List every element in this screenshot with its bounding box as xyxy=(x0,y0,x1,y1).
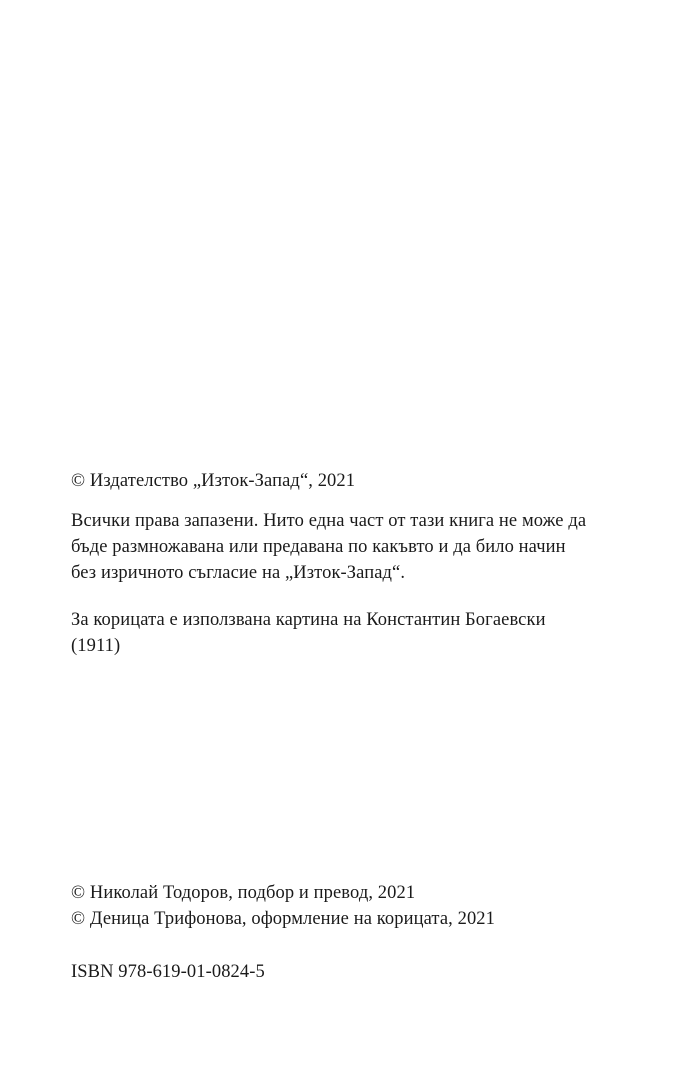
publisher-copyright-line: © Издателство „Изток-Запад“, 2021 xyxy=(71,471,356,491)
translator-credit: © Николай Тодоров, подбор и превод, 2021 xyxy=(71,883,416,903)
rights-line: без изричното съгласие на „Изток-Запад“. xyxy=(71,563,406,583)
rights-reserved-notice xyxy=(71,508,671,586)
contributor-credits xyxy=(71,880,671,932)
isbn xyxy=(71,959,671,985)
isbn-number: ISBN 978-619-01-0824-5 xyxy=(71,962,265,982)
cover-line: (1911) xyxy=(71,636,121,656)
cover-art-credit xyxy=(71,607,671,659)
cover-line: За корицата е използвана картина на Константин Богаевски xyxy=(71,610,546,630)
rights-line: бъде размножавана или предавана по какъвто и да било начин xyxy=(71,537,566,557)
publisher-copyright xyxy=(71,468,671,494)
rights-line: Всички права запазени. Нито една част от тази книга не може да xyxy=(71,511,587,531)
cover-design-credit: © Деница Трифонова, оформление на корицата, 2021 xyxy=(71,909,495,929)
